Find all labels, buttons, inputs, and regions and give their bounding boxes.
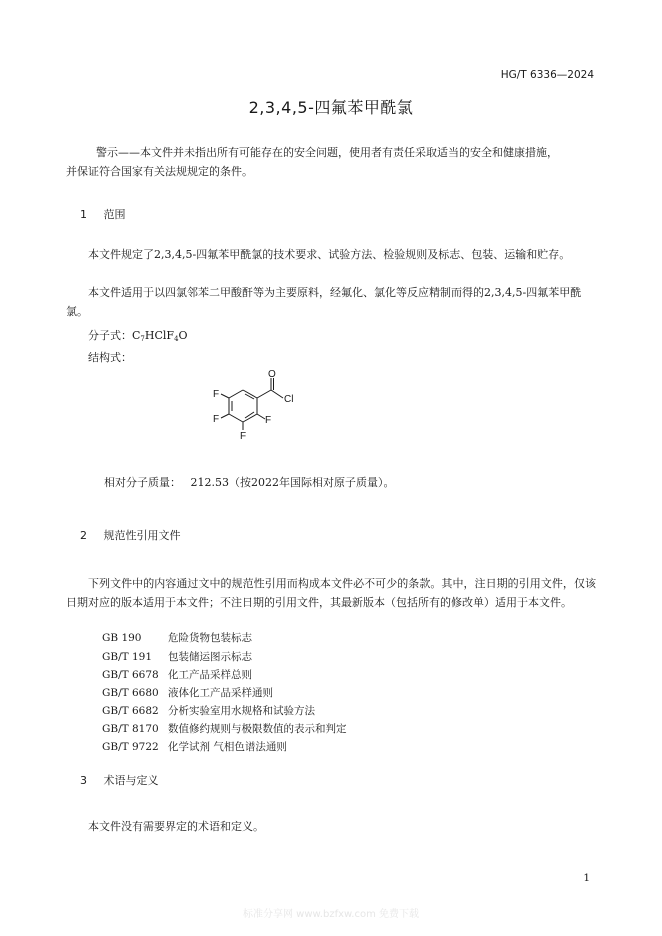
scope-paragraph-2: 本文件适用于以四氯邻苯二甲酸酐等为主要原料，经氟化、氯化等反应精制而得的2,3,4,5-四氟苯甲酰氯。 — [66, 286, 582, 318]
normative-refs-paragraph: 下列文件中的内容通过文中的规范性引用而构成本文件必不可少的条款。其中，注日期的引用文件，仅该日期对应的版本适用于本文件；不注日期的引用文件，其最新版本（包括所有的修改单）适用于本文件。 — [66, 577, 596, 609]
ref-item — [102, 685, 273, 700]
ref-title: 包装储运图示标志 — [168, 651, 252, 663]
ref-item — [102, 721, 347, 736]
ref-title: 危险货物包装标志 — [168, 632, 252, 644]
ref-code: GB/T 6682 — [102, 705, 159, 717]
bonds — [221, 378, 283, 430]
section-3-title: 术语与定义 — [103, 774, 159, 787]
ref-item — [102, 703, 315, 718]
mass-value: 212.53（按2022年国际相对原子质量）。 — [190, 476, 395, 489]
section-1-heading — [80, 206, 126, 222]
atom-f-5: F — [213, 389, 220, 400]
atom-f-3: F — [240, 431, 247, 442]
document-title: 2,3,4,5-四氟苯甲酰氯 — [248, 98, 414, 117]
warning-block — [66, 143, 596, 181]
formula-hclf: HClF — [144, 329, 175, 342]
ref-title: 化学试剂 气相色谱法通则 — [168, 741, 287, 753]
scope-paragraph-1: 本文件规定了2,3,4,5-四氟苯甲酰氯的技术要求、试验方法、检验规则及标志、包装、运输和贮存。 — [88, 248, 571, 261]
molecular-mass — [104, 474, 394, 490]
formula-sub-7: 7 — [140, 335, 145, 343]
watermark: 标准分享网 www.bzfxw.com 免费下载 — [243, 909, 419, 920]
ref-item — [102, 667, 252, 682]
molecular-formula — [88, 327, 188, 343]
formula-sub-4: 4 — [174, 335, 179, 343]
ref-code: GB/T 8170 — [102, 723, 159, 735]
warning-line-2: 并保证符合国家有关法规规定的条件。 — [66, 165, 253, 178]
ref-code: GB/T 191 — [102, 651, 153, 663]
ref-title: 液体化工产品采样通则 — [168, 687, 273, 699]
section-2-title: 规范性引用文件 — [103, 529, 181, 542]
atom-o: O — [268, 369, 276, 380]
section-2-heading — [80, 527, 181, 543]
ref-code: GB/T 6678 — [102, 669, 159, 681]
section-3-heading — [80, 772, 159, 788]
ref-item — [102, 649, 252, 664]
atom-cl: Cl — [284, 394, 294, 405]
atom-f-2: F — [265, 415, 272, 426]
ref-title: 化工产品采样总则 — [168, 669, 252, 681]
structure-diagram — [205, 368, 305, 448]
structure-label: 结构式： — [88, 351, 132, 364]
terms-paragraph: 本文件没有需要界定的术语和定义。 — [88, 820, 264, 833]
formula-o: O — [178, 329, 188, 342]
ref-code: GB 190 — [102, 632, 142, 644]
formula-c: C — [132, 329, 141, 342]
ref-title: 数值修约规则与极限数值的表示和判定 — [168, 723, 347, 735]
benzene-ring — [229, 390, 257, 422]
ref-item — [102, 739, 287, 754]
formula-label: 分子式： — [88, 329, 132, 342]
page-number: 1 — [583, 872, 590, 884]
standard-code: HG/T 6336—2024 — [500, 69, 594, 81]
atom-f-4: F — [213, 414, 220, 425]
section-1-number: 1 — [80, 208, 87, 221]
mass-label: 相对分子质量： — [104, 476, 181, 489]
section-2-number: 2 — [80, 529, 87, 542]
ref-title: 分析实验室用水规格和试验方法 — [168, 705, 315, 717]
ref-item — [102, 630, 252, 645]
ref-code: GB/T 6680 — [102, 687, 159, 699]
ref-code: GB/T 9722 — [102, 741, 159, 753]
warning-line-1: 警示——本文件并未指出所有可能存在的安全问题，使用者有责任采取适当的安全和健康措施， — [96, 146, 558, 159]
section-1-title: 范围 — [103, 208, 126, 221]
section-3-number: 3 — [80, 774, 87, 787]
